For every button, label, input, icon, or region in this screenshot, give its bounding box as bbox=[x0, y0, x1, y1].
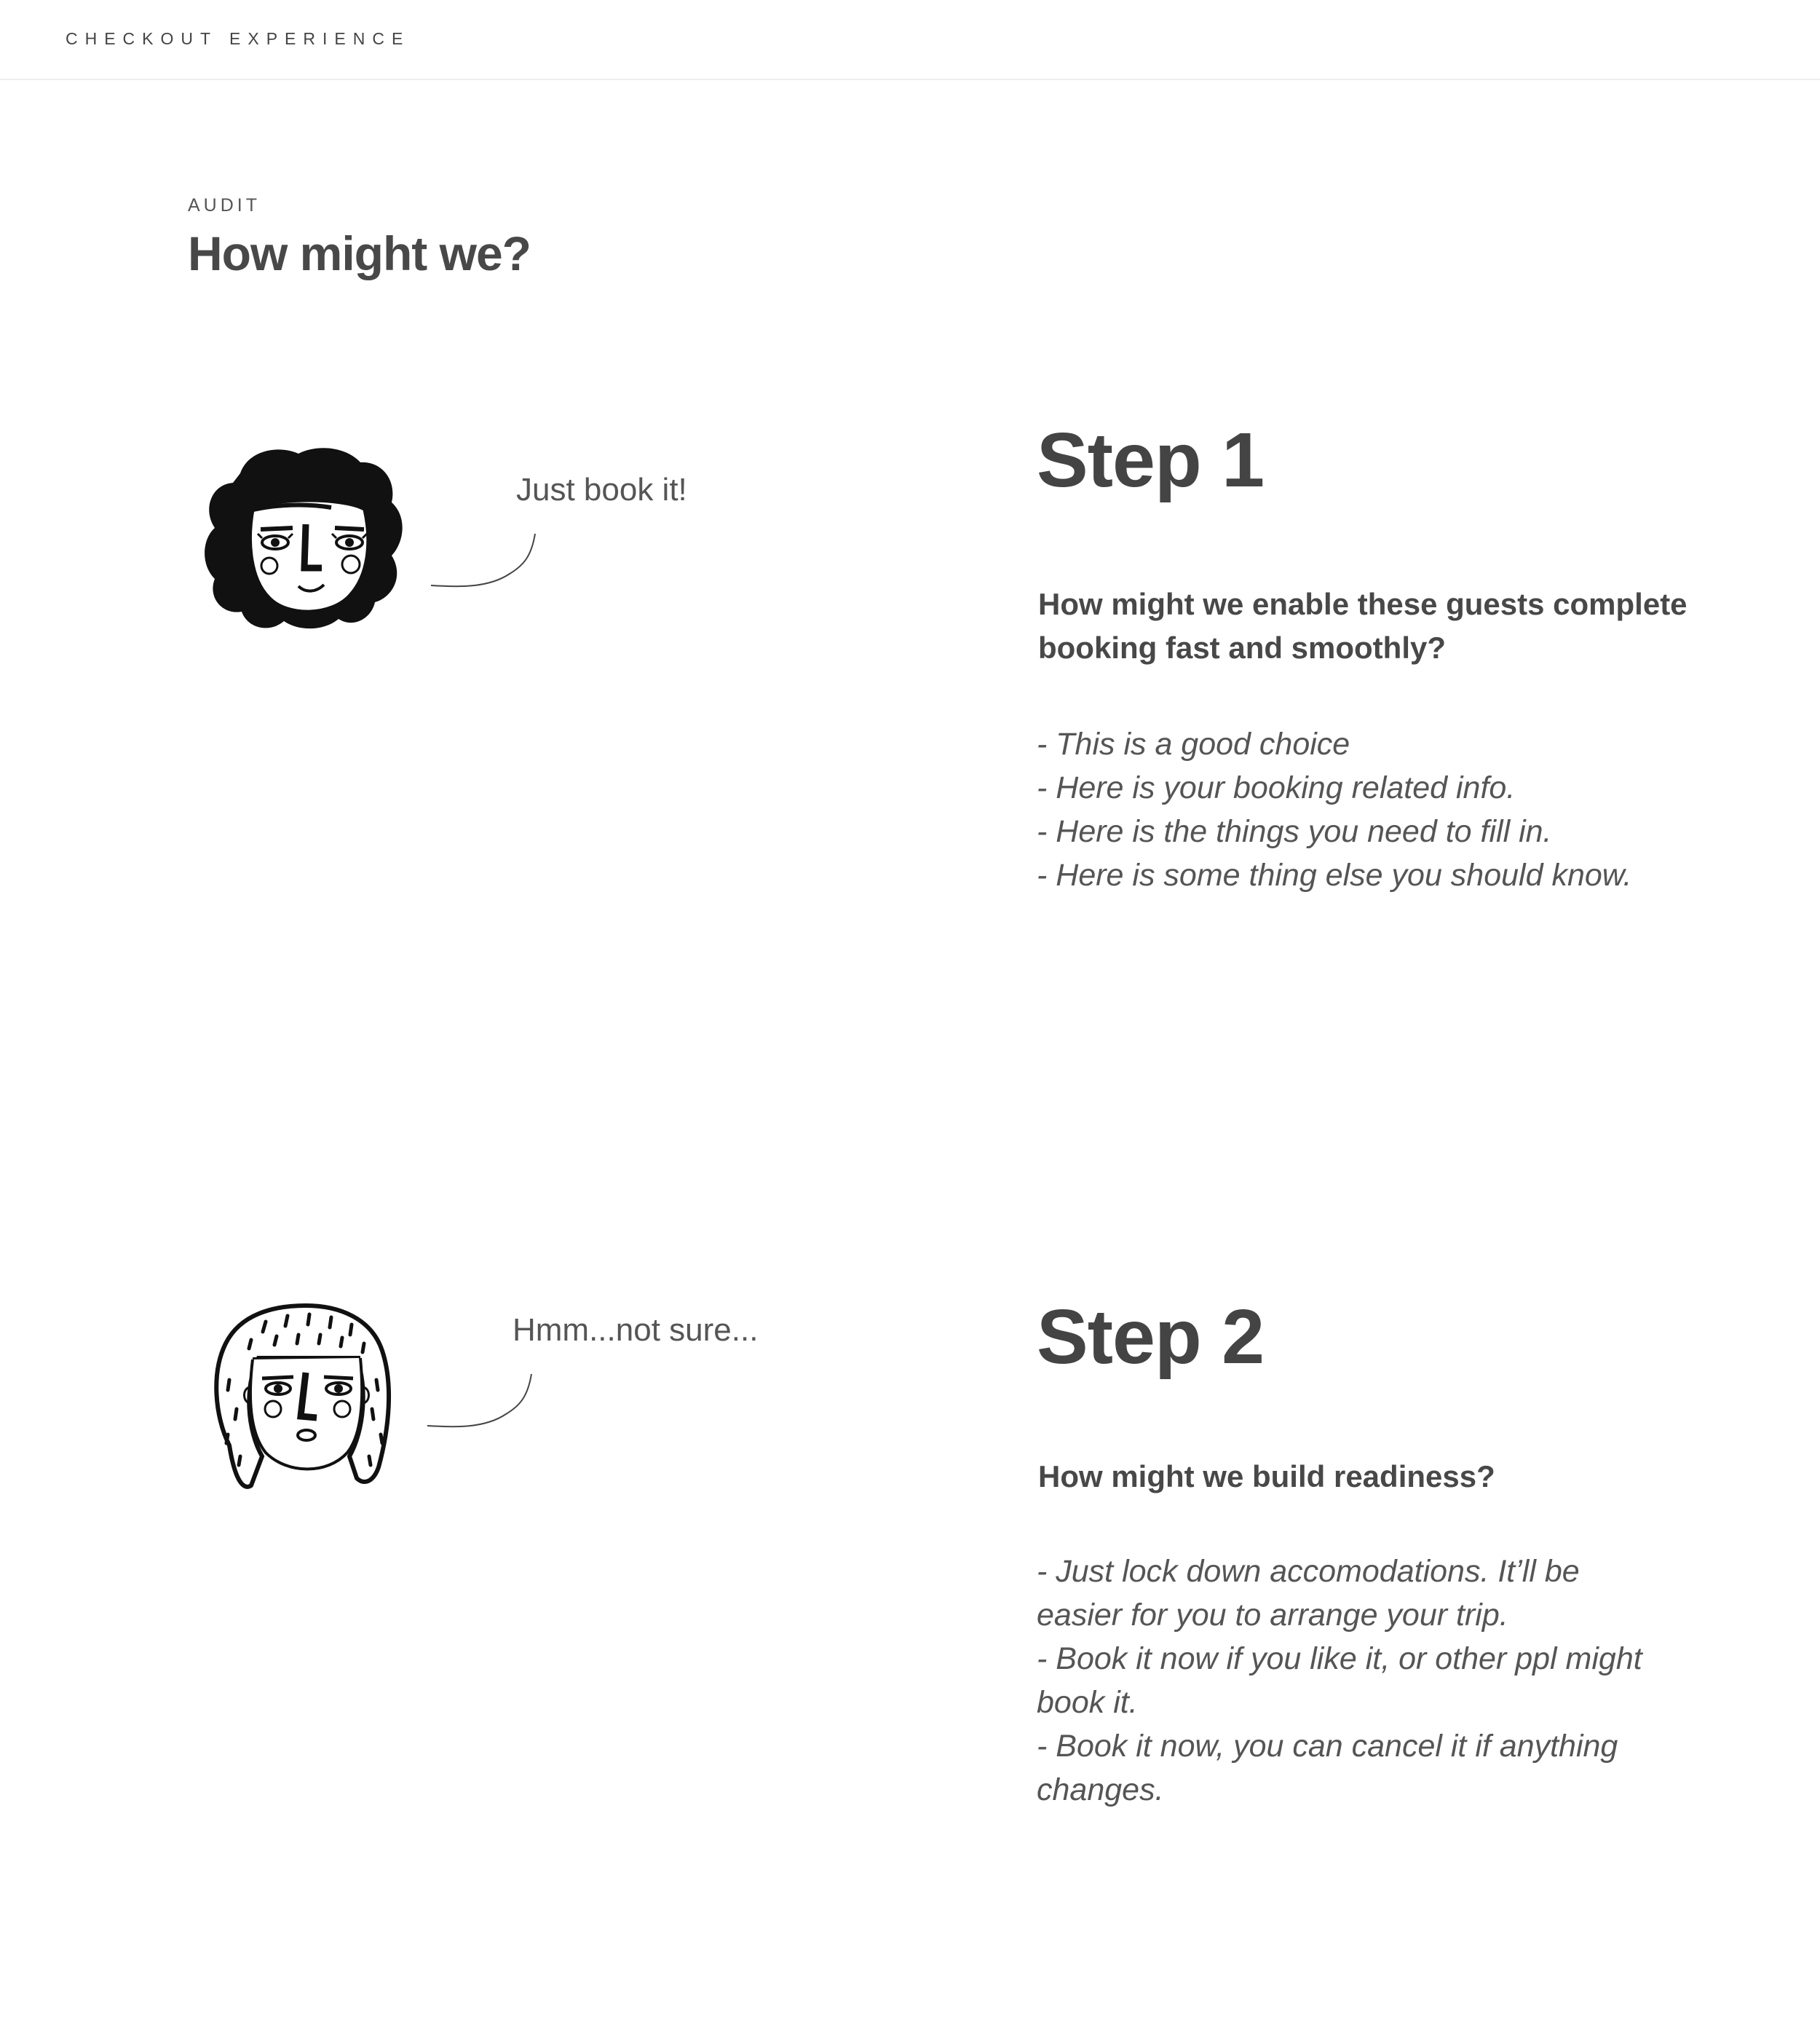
speech-bubble-text: Just book it! bbox=[516, 472, 687, 508]
section-eyebrow: AUDIT bbox=[188, 195, 261, 216]
speech-tail-icon bbox=[426, 1370, 542, 1436]
step-1-question: How might we enable these guests complete booking fast and smoothly? bbox=[1038, 587, 1688, 665]
section-title: How might we? bbox=[188, 226, 531, 280]
list-item: - Book it now, you can cancel it if anything changes. bbox=[1037, 1729, 1618, 1807]
step-2-title: Step 2 bbox=[1037, 1294, 1265, 1380]
bob-hair-woman-avatar-icon bbox=[207, 1300, 404, 1496]
site-title[interactable]: CHECKOUT EXPERIENCE bbox=[66, 29, 411, 48]
list-item: - Here is some thing else you should know. bbox=[1037, 858, 1632, 893]
step-1-points bbox=[1037, 722, 1663, 897]
list-item: - Just lock down accomodations. It’ll be easier for you to arrange your trip. bbox=[1037, 1554, 1580, 1633]
curly-hair-woman-avatar-icon bbox=[197, 441, 415, 637]
step-2-points bbox=[1037, 1550, 1663, 1812]
speech-bubble-text: Hmm...not sure... bbox=[513, 1312, 759, 1348]
top-bar bbox=[0, 0, 1820, 80]
step-1-title: Step 1 bbox=[1037, 417, 1265, 503]
speech-tail-icon bbox=[430, 530, 546, 596]
step-2-question: How might we build readiness? bbox=[1038, 1459, 1495, 1493]
list-item: - Book it now if you like it, or other ppl might book it. bbox=[1037, 1641, 1642, 1720]
list-item: - This is a good choice bbox=[1037, 727, 1350, 762]
list-item: - Here is the things you need to fill in. bbox=[1037, 814, 1552, 849]
list-item: - Here is your booking related info. bbox=[1037, 770, 1516, 805]
